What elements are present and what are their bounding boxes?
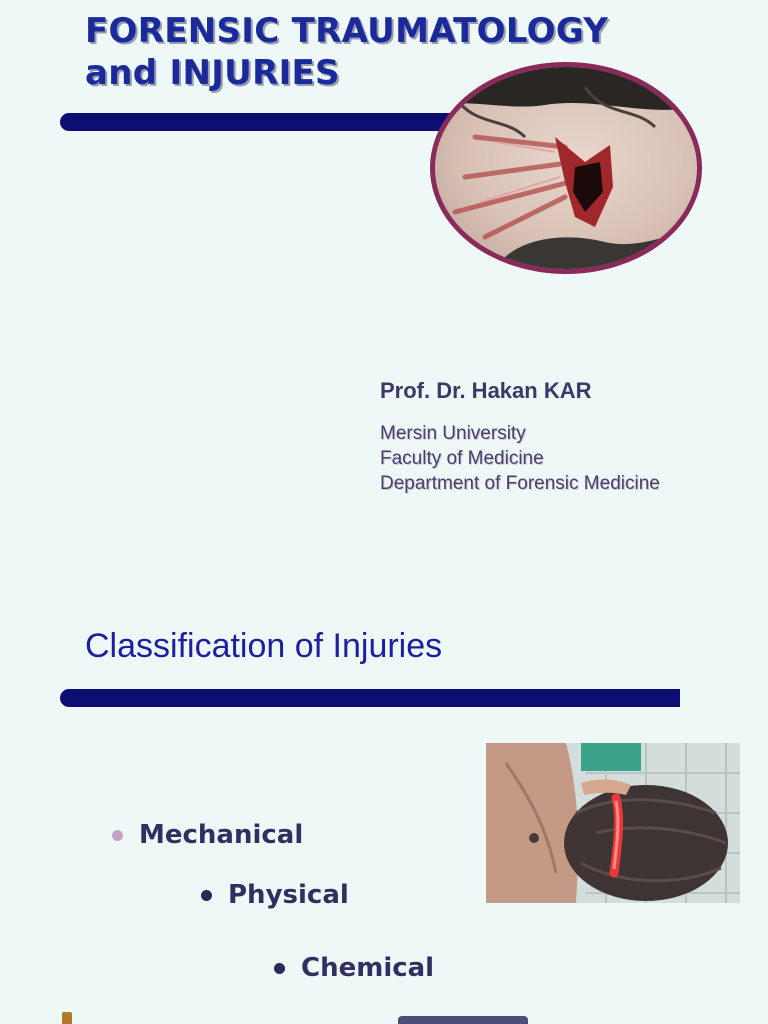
scalp-injury-illustration xyxy=(486,743,740,903)
scalp-injury-photo xyxy=(486,743,740,903)
bullet-label: Physical xyxy=(228,880,349,910)
title-line-1: FORENSIC TRAUMATOLOGY xyxy=(85,11,609,51)
bullet-dot-icon xyxy=(201,890,212,901)
affiliation-department: Department of Forensic Medicine xyxy=(380,473,660,494)
classification-heading: Classification of Injuries xyxy=(85,627,443,665)
bullet-dot-icon xyxy=(112,830,123,841)
affiliation-university: Mersin University xyxy=(380,423,526,444)
bullet-label: Chemical xyxy=(301,953,435,983)
author-name: Prof. Dr. Hakan KAR xyxy=(380,378,592,403)
bullet-dot-icon xyxy=(274,963,285,974)
bullet-chemical xyxy=(274,953,434,983)
affiliation-block xyxy=(380,421,660,496)
title-line-2: and INJURIES xyxy=(85,53,340,93)
head-wound-photo xyxy=(430,62,702,274)
classification-slide xyxy=(0,560,768,1024)
cutoff-bullet-fragment xyxy=(398,1016,528,1024)
cutoff-icon xyxy=(62,1012,72,1024)
head-wound-illustration xyxy=(435,67,697,269)
bullet-physical xyxy=(201,880,349,910)
title-underline-bar xyxy=(60,113,460,131)
bullet-label: Mechanical xyxy=(139,820,304,850)
affiliation-faculty: Faculty of Medicine xyxy=(380,448,544,469)
bullet-mechanical xyxy=(112,820,303,850)
classification-underline-bar xyxy=(60,689,680,707)
